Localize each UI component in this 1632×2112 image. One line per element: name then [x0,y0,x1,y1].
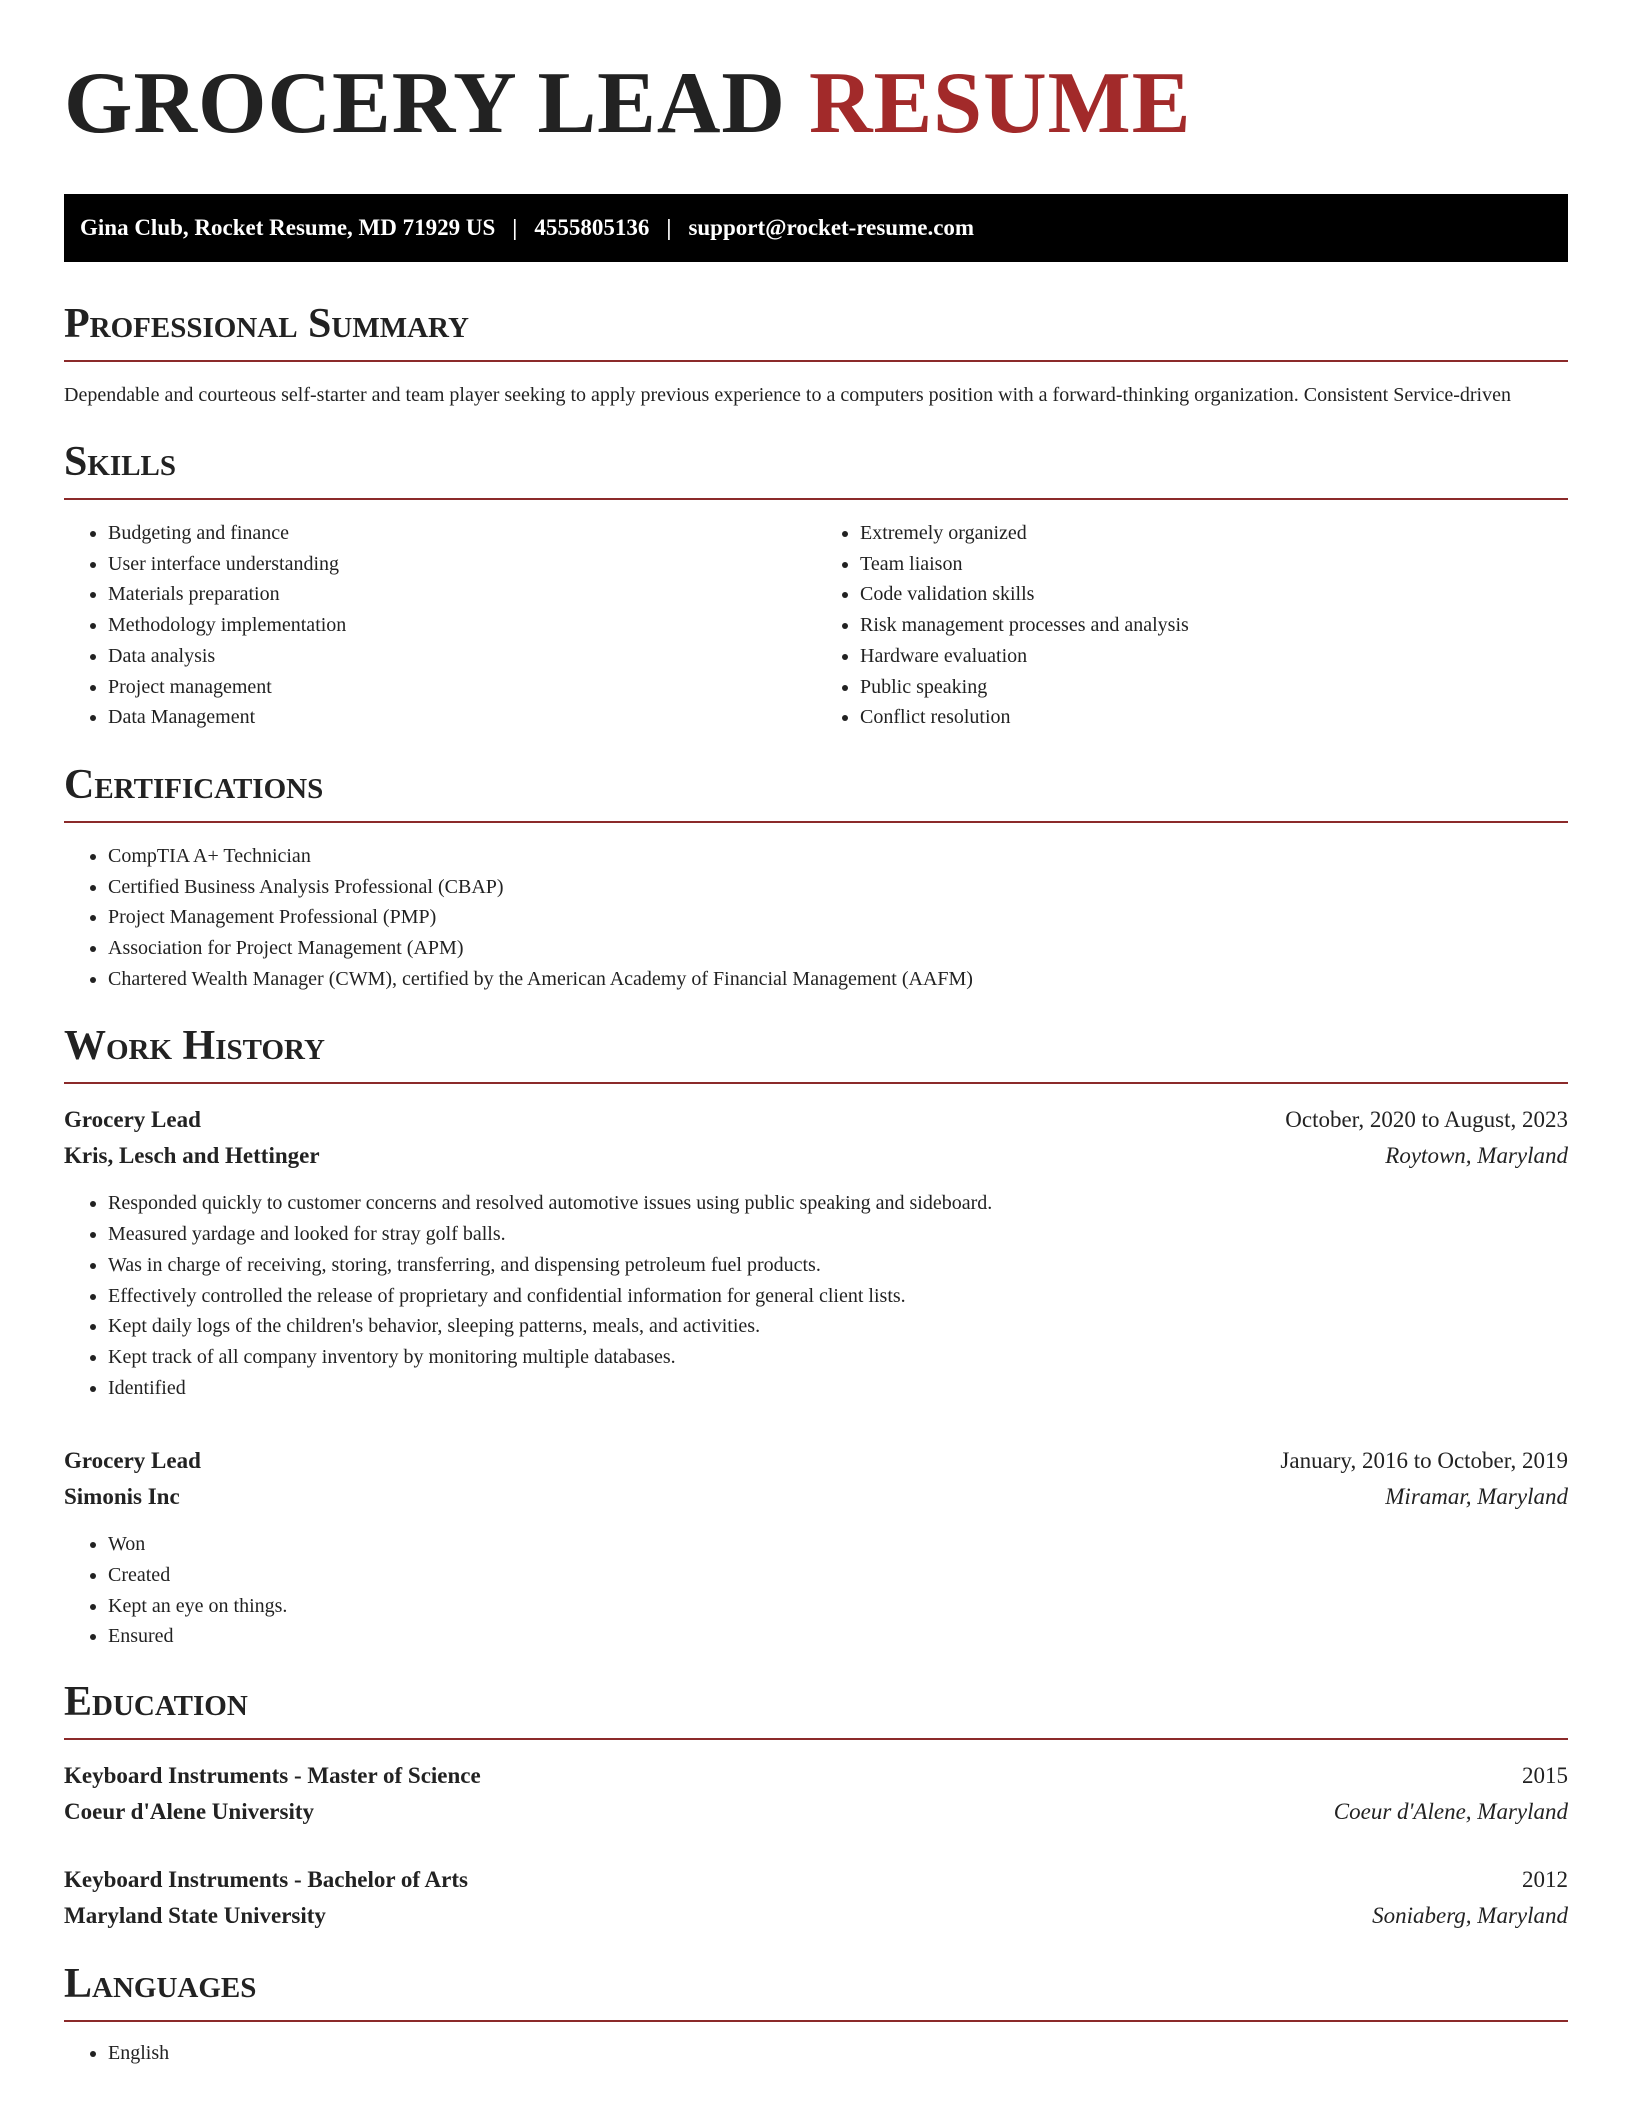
education-school-row [64,1898,1568,1934]
section-heading: Work History [64,1024,1568,1084]
certifications-section [64,763,1568,995]
list-item: • Data analysis [108,641,816,672]
education-location: Coeur d'Alene, Maryland [1333,1799,1568,1825]
list-item: • Chartered Wealth Manager (CWM), certified by the American Academy of Financial Management (AAFM) [108,964,1568,995]
languages-section [64,1962,1568,2069]
education-section [64,1680,1568,1934]
job-bullets [64,1188,1568,1403]
list-item: • Kept track of all company inventory by monitoring multiple databases. [108,1342,1568,1373]
list-item: • Was in charge of receiving, storing, transferring, and dispensing petroleum fuel products. [108,1250,1568,1281]
job-title: Grocery Lead [64,1107,201,1133]
job-dates: October, 2020 to August, 2023 [1285,1107,1568,1133]
job-entry [64,1443,1568,1652]
skills-list-left [64,518,816,733]
education-degree: Keyboard Instruments - Master of Science [64,1763,481,1789]
education-degree: Keyboard Instruments - Bachelor of Arts [64,1867,468,1893]
education-degree-row [64,1758,1568,1794]
list-item: • CompTIA A+ Technician [108,841,1568,872]
job-entry [64,1102,1568,1403]
list-item: • Effectively controlled the release of proprietary and confidential information for general client lists. [108,1281,1568,1312]
list-item: • Responded quickly to customer concerns and resolved automotive issues using public speaking and sideboard. [108,1188,1568,1219]
languages-list [64,2038,1568,2069]
list-item: • Materials preparation [108,579,816,610]
skills-columns [64,500,1568,733]
contact-bar [64,194,1568,262]
job-header-row [64,1102,1568,1138]
list-item: • English [108,2038,1568,2069]
contact-separator: | [512,215,518,240]
list-item: • Project Management Professional (PMP) [108,902,1568,933]
job-location: Roytown, Maryland [1385,1143,1568,1169]
list-item: • Methodology implementation [108,610,816,641]
list-item: • Risk management processes and analysis [860,610,1568,641]
list-item: • Ensured [108,1621,1568,1652]
resume-title [64,56,1568,152]
job-company: Kris, Lesch and Hettinger [64,1143,320,1169]
education-location: Soniaberg, Maryland [1372,1903,1568,1929]
job-title: Grocery Lead [64,1448,201,1474]
list-item: • Hardware evaluation [860,641,1568,672]
certifications-list [64,841,1568,995]
job-company-row [64,1138,1568,1174]
list-item: • Identified [108,1373,1568,1404]
job-company: Simonis Inc [64,1484,180,1510]
job-bullets [64,1529,1568,1652]
education-degree-row [64,1862,1568,1898]
education-school: Coeur d'Alene University [64,1799,315,1825]
title-main: GROCERY LEAD [64,55,786,152]
education-school-row [64,1794,1568,1830]
section-heading: Certifications [64,763,1568,823]
title-accent: RESUME [808,55,1192,152]
contact-address: Gina Club, Rocket Resume, MD 71929 US [80,215,496,240]
education-school: Maryland State University [64,1903,326,1929]
education-entry [64,1862,1568,1934]
summary-section [64,302,1568,410]
list-item: • Public speaking [860,672,1568,703]
list-item: • Budgeting and finance [108,518,816,549]
list-item: • Project management [108,672,816,703]
list-item: • Data Management [108,702,816,733]
job-dates: January, 2016 to October, 2019 [1280,1448,1568,1474]
education-year: 2015 [1522,1763,1568,1789]
job-location: Miramar, Maryland [1385,1484,1568,1510]
list-item: • Association for Project Management (APM) [108,933,1568,964]
list-item: • Measured yardage and looked for stray golf balls. [108,1219,1568,1250]
list-item: • Won [108,1529,1568,1560]
section-heading: Skills [64,440,1568,500]
list-item: • Team liaison [860,549,1568,580]
list-item: • Code validation skills [860,579,1568,610]
list-item: • Extremely organized [860,518,1568,549]
education-entry [64,1758,1568,1830]
work-history-section [64,1024,1568,1652]
job-header-row [64,1443,1568,1479]
education-year: 2012 [1522,1867,1568,1893]
list-item: • User interface understanding [108,549,816,580]
list-item: • Kept an eye on things. [108,1591,1568,1622]
skills-list-right [816,518,1568,733]
contact-phone: 4555805136 [534,215,650,240]
contact-email: support@rocket-resume.com [688,215,975,240]
summary-text: Dependable and courteous self-starter and team player seeking to apply previous experience to a computers position with a forward-thinking organization. Consistent Service-driven [64,384,1511,406]
list-item: • Kept daily logs of the children's behavior, sleeping patterns, meals, and activities. [108,1311,1568,1342]
section-heading: Education [64,1680,1568,1740]
contact-separator: | [666,215,672,240]
list-item: • Certified Business Analysis Professional (CBAP) [108,872,1568,903]
section-heading: Professional Summary [64,302,1568,362]
list-item: • Conflict resolution [860,702,1568,733]
job-company-row [64,1479,1568,1515]
section-heading: Languages [64,1962,1568,2022]
skills-section [64,440,1568,733]
list-item: • Created [108,1560,1568,1591]
